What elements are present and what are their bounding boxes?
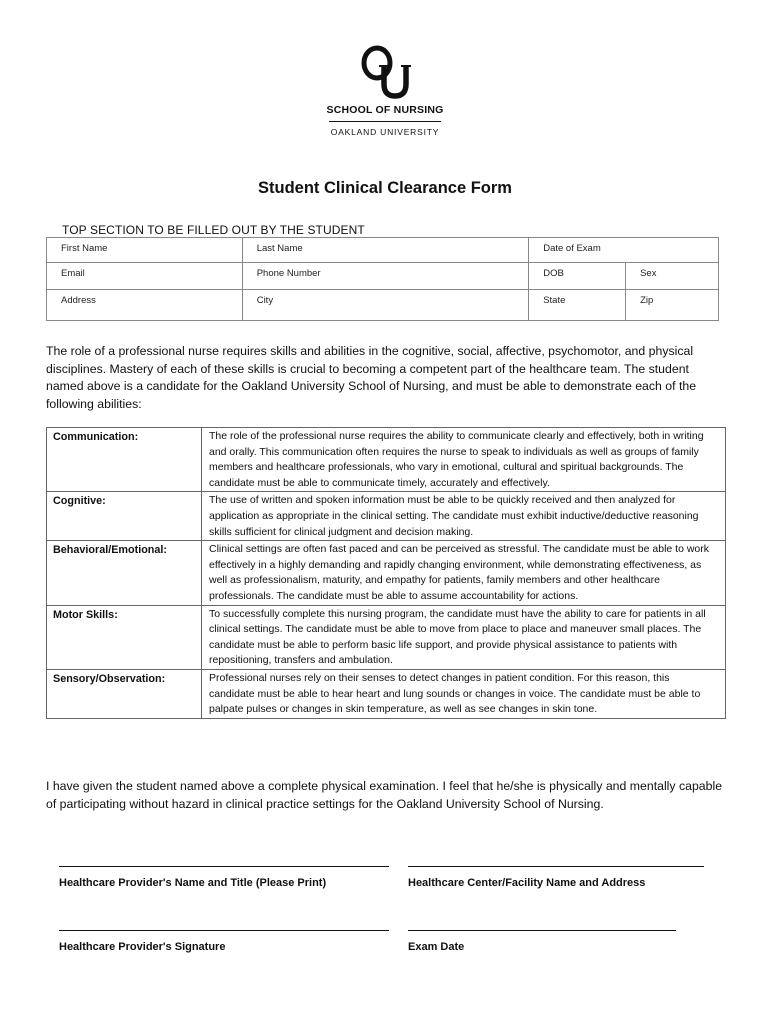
facility-line[interactable] [408,866,704,867]
provider-name-caption: Healthcare Provider's Name and Title (Please Print) [59,877,327,889]
logo-university-text: OAKLAND UNIVERSITY [330,127,440,137]
ability-description: To successfully complete this nursing program, the candidate must have the ability to care for patients in all clinical settings. The candidate must be able to move from place to place and maneuver small places. The candidate must be able to perform basic life support, and provide physical assistance to patients with repositioning, transfers and ambulation. [202,605,726,669]
phone-field[interactable]: Phone Number [242,263,529,290]
form-title: Student Clinical Clearance Form [258,179,512,197]
provider-signature-caption: Healthcare Provider's Signature [59,941,226,953]
provider-signature-line[interactable] [59,930,389,931]
logo-school-text: SCHOOL OF NURSING [326,104,444,116]
ability-label: Behavioral/Emotional: [47,541,202,605]
provider-name-line[interactable] [59,866,389,867]
date-of-exam-field[interactable]: Date of Exam [529,238,719,263]
ability-description: Clinical settings are often fast paced and can be perceived as stressful. The candidate must be able to work effectively in a highly demanding and rapidly changing environment, while demonstrating effectiveness, as well as professionalism, maturity, and empathy for patients, family members and other healthcare professionals. The candidate must be able to assume accountability for actions. [202,541,726,605]
facility-signature-block [408,866,704,889]
city-field[interactable]: City [242,290,529,321]
ability-label: Motor Skills: [47,605,202,669]
ability-row [47,669,726,718]
exam-statement: I have given the student named above a complete physical examination. I feel that he/she is physically and mentally capable of participating without hazard in clinical practice settings for the Oakland University School of Nursing. [46,779,723,811]
abilities-table [46,427,726,719]
ability-row [47,541,726,605]
ability-row [47,492,726,541]
ability-row [47,428,726,492]
address-field[interactable]: Address [47,290,243,321]
ou-logo [325,44,445,144]
facility-caption: Healthcare Center/Facility Name and Address [408,877,646,889]
ability-description: Professional nurses rely on their senses to detect changes in patient condition. For this reason, this candidate must be able to hear heart and lung sounds or changes in voice. The candidate must be able to palpate pulses or changes in skin temperature, as well as see changes in skin tone. [202,669,726,718]
provider-name-signature-block [59,866,389,889]
ability-description: The use of written and spoken information must be able to be quickly received and then analyzed for application as appropriate in the clinical setting. The candidate must exhibit inductive/deductive reasoning skills sufficient for clinical judgment and decision making. [202,492,726,541]
ability-label: Cognitive: [47,492,202,541]
state-field[interactable]: State [529,290,626,321]
exam-date-line[interactable] [408,930,676,931]
sex-field[interactable]: Sex [626,263,719,290]
provider-signature-block [59,930,389,953]
ability-description: The role of the professional nurse requires the ability to communicate clearly and effectively, both in writing and orally. This communication often requires the nurse to speak to individuals as well as groups of family members and healthcare professionals, who vary in emotional, cultural and spiritual backgrounds. The candidate must be able to communicate timely, accurately and effectively. [202,428,726,492]
ability-row [47,605,726,669]
student-info-table [46,237,719,321]
exam-date-caption: Exam Date [408,941,465,953]
logo-divider [329,121,441,122]
email-field[interactable]: Email [47,263,243,290]
intro-paragraph: The role of a professional nurse requires skills and abilities in the cognitive, social, affective, psychomotor, and physical disciplines. Mastery of each of these skills is crucial to becoming a competent part of the healthcare team. The student named above is a candidate for the Oakland University School of Nursing, and must be able to demonstrate each of the following abilities: [46,344,697,411]
ability-label: Communication: [47,428,202,492]
ou-monogram-icon [357,44,413,100]
exam-date-block [408,930,676,953]
first-name-field[interactable]: First Name [47,238,243,263]
last-name-field[interactable]: Last Name [242,238,529,263]
zip-field[interactable]: Zip [626,290,719,321]
dob-field[interactable]: DOB [529,263,626,290]
top-section-label: TOP SECTION TO BE FILLED OUT BY THE STUDENT [62,223,365,237]
ability-label: Sensory/Observation: [47,669,202,718]
